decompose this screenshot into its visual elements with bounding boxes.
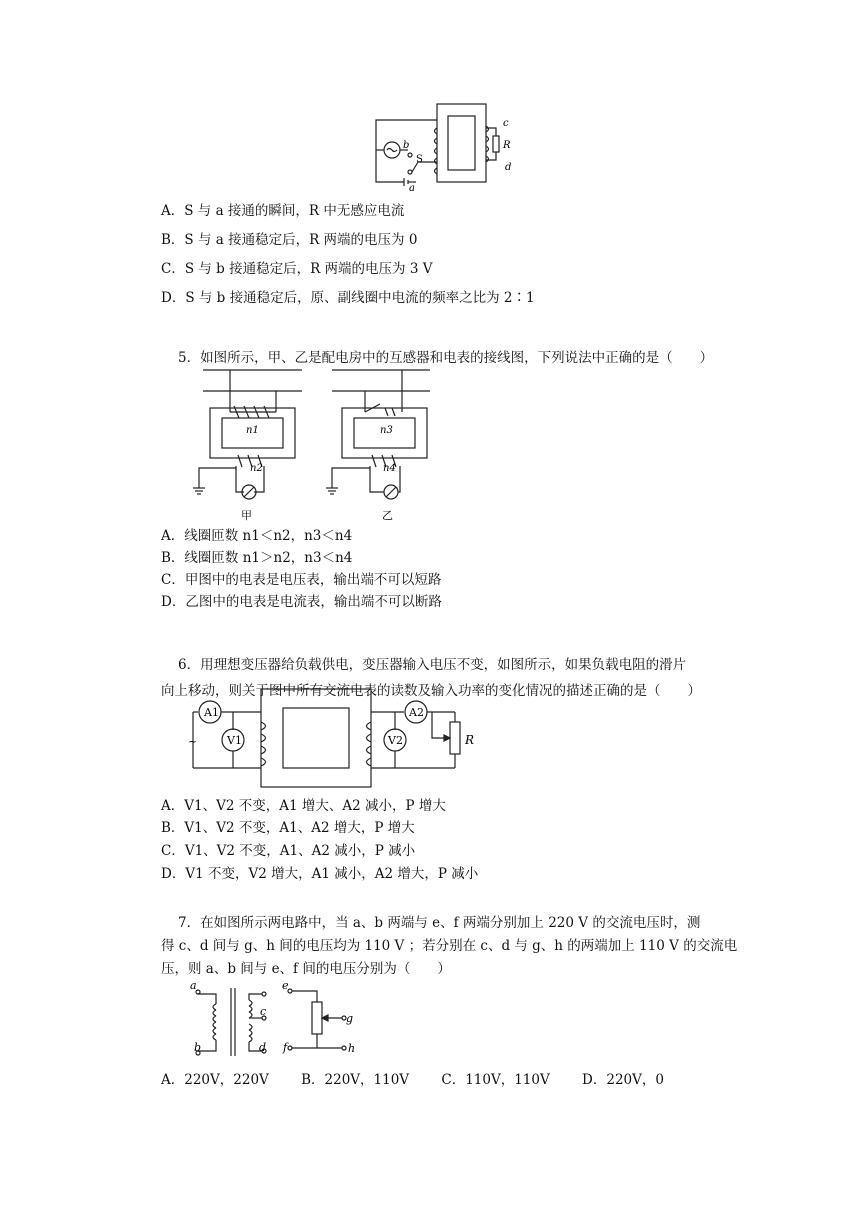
- q4-option-a: A．S 与 a 接通的瞬间，R 中无感应电流: [161, 203, 405, 219]
- q5-option-b: B．线圈匝数 n1＞n2，n3＜n4: [161, 550, 353, 566]
- q6-label-v2: V2: [388, 734, 403, 747]
- q6-label-a1: A1: [204, 706, 219, 719]
- q6-label-v1: V1: [227, 734, 242, 747]
- q7-option-c: C．110V，110V: [441, 1072, 550, 1088]
- q6-stem-line2: 向上移动，则关于图中所有交流电表的读数及输入功率的变化情况的描述正确的是（ ）: [161, 683, 701, 699]
- q6-option-c: C．V1、V2 不变，A1、A2 减小，P 减小: [161, 843, 416, 859]
- q4-label-r: R: [503, 140, 511, 151]
- q7-option-b: B．220V，110V: [301, 1072, 410, 1088]
- q6-option-d: D．V1 不变，V2 增大，A1 减小，A2 增大，P 减小: [161, 866, 479, 882]
- q6-label-r: R: [465, 733, 475, 747]
- q7-label-e: e: [282, 979, 289, 992]
- q4-label-c: c: [503, 118, 509, 129]
- q7-option-a: A．220V，220V: [161, 1072, 269, 1088]
- q7-label-h: h: [348, 1042, 356, 1055]
- q7-stem-line3: 压，则 a、b 间与 e、f 间的电压分别为（ ）: [161, 961, 451, 977]
- q4-label-d: d: [505, 162, 512, 173]
- q6-stem-line1: 6．用理想变压器给负载供电，变压器输入电压不变，如图所示，如果负载电阻的滑片: [178, 657, 687, 673]
- q5-label-n2: n2: [250, 463, 263, 474]
- q6-option-b: B．V1、V2 不变，A1、A2 增大，P 增大: [161, 820, 415, 836]
- q7-label-a: a: [190, 979, 197, 992]
- q7-stem-line2: 得 c、d 间与 g、h 间的电压均为 110 V ；若分别在 c、d 与 g、h 的两端加上 110 V 的交流电: [161, 938, 738, 954]
- q7-stem-line1: 7．在如图所示两电路中，当 a、b 两端与 e、f 两端分别加上 220 V 的交流电压时，测: [178, 915, 701, 931]
- q5-option-d: D．乙图中的电表是电流表，输出端不可以断路: [161, 594, 442, 610]
- q5-label-n4: n4: [383, 463, 396, 474]
- q5-option-c: C．甲图中的电表是电压表，输出端不可以短路: [161, 572, 442, 588]
- q7-label-b: b: [194, 1041, 202, 1054]
- q7-label-f: f: [283, 1041, 288, 1054]
- q7-label-g: g: [346, 1012, 354, 1025]
- q5-label-n3: n3: [380, 425, 393, 436]
- q7-option-d: D．220V，0: [582, 1072, 664, 1088]
- q4-label-b: b: [403, 140, 410, 151]
- q6-label-a2: A2: [409, 706, 424, 719]
- q7-label-c: c: [260, 1005, 267, 1018]
- q6-option-a: A．V1、V2 不变，A1 增大、A2 减小，P 增大: [161, 798, 446, 814]
- q4-label-a: a: [409, 183, 415, 194]
- q4-option-c: C．S 与 b 接通稳定后，R 两端的电压为 3 V: [161, 261, 433, 277]
- q7-label-d: d: [259, 1041, 267, 1054]
- q5-stem: 5．如图所示，甲、乙是配电房中的互感器和电表的接线图，下列说法中正确的是（ ）: [178, 350, 714, 366]
- q5-label-jia: 甲: [241, 509, 252, 522]
- q4-option-d: D．S 与 b 接通稳定后，原、副线圈中电流的频率之比为 2∶1: [161, 290, 535, 306]
- q4-option-b: B．S 与 a 接通稳定后，R 两端的电压为 0: [161, 232, 418, 248]
- q4-label-s: S: [416, 154, 423, 165]
- q7-options: [161, 1068, 692, 1088]
- q5-option-a: A．线圈匝数 n1＜n2，n3＜n4: [161, 528, 353, 544]
- q5-label-n1: n1: [246, 425, 259, 436]
- q5-label-yi: 乙: [382, 509, 393, 522]
- q6-label-ac: ~: [188, 735, 198, 748]
